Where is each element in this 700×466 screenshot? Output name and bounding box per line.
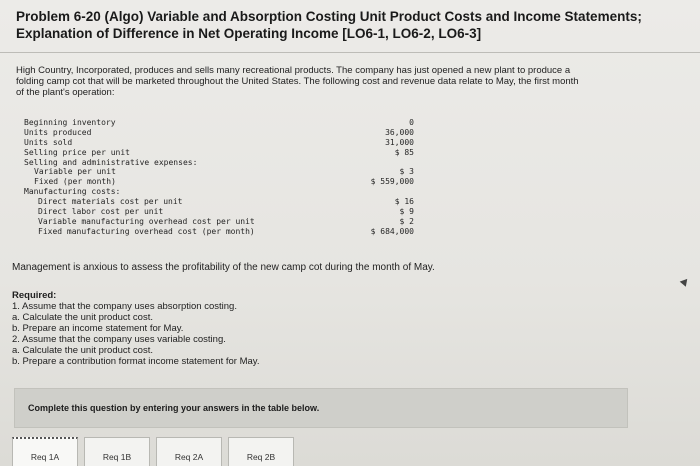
row-value: $ 9 bbox=[399, 207, 414, 217]
table-row bbox=[24, 187, 414, 197]
row-label: Fixed manufacturing overhead cost (per month) bbox=[38, 226, 255, 236]
row-label: Fixed (per month) bbox=[34, 177, 116, 187]
row-label: Beginning inventory bbox=[24, 118, 116, 127]
row-label: Variable manufacturing overhead cost per unit bbox=[38, 216, 255, 226]
row-value: 31,000 bbox=[385, 137, 414, 147]
tab-label: Req 1B bbox=[102, 452, 132, 462]
row-label: Direct labor cost per unit bbox=[38, 207, 164, 217]
tab-label: Req 2B bbox=[246, 452, 276, 462]
row-label: Manufacturing costs: bbox=[24, 187, 121, 197]
table-row bbox=[24, 177, 414, 187]
table-row bbox=[24, 227, 414, 237]
title-line-2: Explanation of Difference in Net Operating Income [LO6-1, LO6-2, LO6-3] bbox=[16, 26, 482, 41]
requirement-item: a. Calculate the unit product cost. bbox=[12, 312, 153, 323]
mouse-cursor-icon bbox=[680, 276, 691, 287]
row-label: Variable per unit bbox=[34, 167, 116, 177]
requirement-item: b. Prepare an income statement for May. bbox=[12, 323, 184, 334]
row-label: Selling price per unit bbox=[24, 147, 130, 157]
cost-data-table bbox=[24, 118, 414, 237]
row-value: $ 559,000 bbox=[370, 177, 414, 187]
row-value: $ 3 bbox=[399, 167, 414, 177]
title-divider bbox=[0, 52, 700, 53]
intro-line-2: folding camp cot that will be marketed throughout the United States. The following cost and revenue data relate to May, the first month bbox=[16, 76, 579, 87]
requirement-item: a. Calculate the unit product cost. bbox=[12, 345, 153, 356]
intro-line-3: of the plant's operation: bbox=[16, 87, 115, 98]
requirement-item: b. Prepare a contribution format income statement for May. bbox=[12, 356, 260, 367]
row-value: $ 2 bbox=[399, 216, 414, 226]
required-heading: Required: bbox=[12, 290, 57, 301]
intro-line-1: High Country, Incorporated, produces and sells many recreational products. The company has just opened a new plant to produce a bbox=[16, 65, 571, 76]
tab-req-1b[interactable] bbox=[84, 437, 150, 466]
problem-title bbox=[16, 8, 676, 42]
intro-paragraph bbox=[16, 65, 688, 98]
row-value: $ 85 bbox=[394, 147, 414, 157]
requirement-item: 2. Assume that the company uses variable costing. bbox=[12, 334, 226, 345]
row-value: 0 bbox=[409, 118, 414, 127]
management-statement: Management is anxious to assess the profitability of the new camp cot during the month of May. bbox=[12, 262, 435, 273]
row-label: Direct materials cost per unit bbox=[38, 197, 183, 207]
instruction-banner bbox=[14, 388, 628, 428]
row-label: Units produced bbox=[24, 127, 92, 137]
table-row bbox=[24, 197, 414, 207]
tab-req-2b[interactable] bbox=[228, 437, 294, 466]
tab-req-2a[interactable] bbox=[156, 437, 222, 466]
table-row bbox=[24, 217, 414, 227]
table-row bbox=[24, 148, 414, 158]
tab-req-1a[interactable] bbox=[12, 437, 78, 466]
table-row bbox=[24, 207, 414, 217]
table-row bbox=[24, 138, 414, 148]
requirement-item: 1. Assume that the company uses absorption costing. bbox=[12, 301, 237, 312]
row-value: 36,000 bbox=[385, 127, 414, 137]
requirements-block bbox=[12, 290, 259, 367]
row-value: $ 684,000 bbox=[370, 226, 414, 236]
table-row bbox=[24, 158, 414, 168]
instruction-text: Complete this question by entering your answers in the table below. bbox=[28, 403, 320, 413]
table-row bbox=[24, 128, 414, 138]
row-label: Selling and administrative expenses: bbox=[24, 157, 198, 167]
tab-label: Req 2A bbox=[174, 452, 204, 462]
table-row bbox=[24, 167, 414, 177]
row-label: Units sold bbox=[24, 137, 73, 147]
table-row bbox=[24, 118, 414, 128]
row-value: $ 16 bbox=[394, 197, 414, 207]
title-line-1: Problem 6-20 (Algo) Variable and Absorption Costing Unit Product Costs and Income Statements; bbox=[16, 9, 642, 24]
tab-label: Req 1A bbox=[30, 452, 60, 462]
